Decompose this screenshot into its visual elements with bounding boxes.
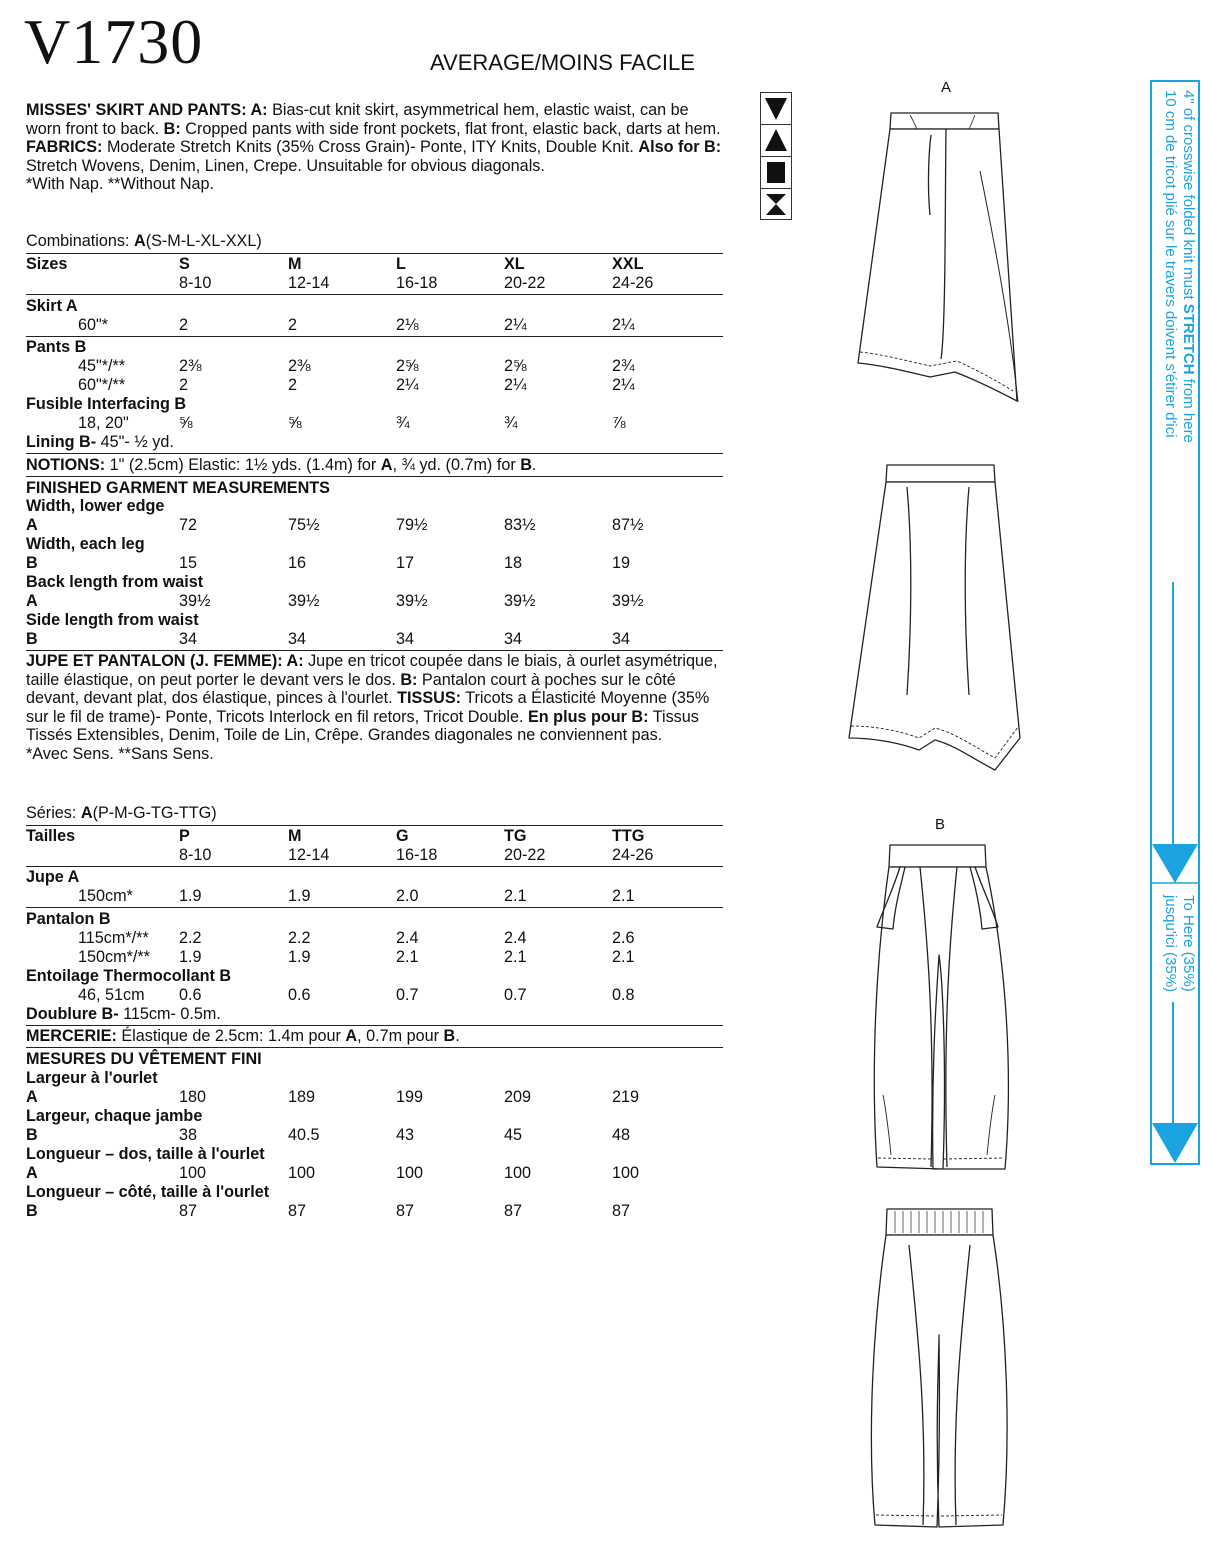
yardage-cell: 2¾	[612, 357, 635, 375]
size-range-cell: 20-22	[504, 274, 546, 292]
table-row	[26, 986, 723, 1005]
combinations-view: A	[80, 804, 93, 822]
measure-label-row	[26, 611, 723, 630]
fabric-width-label: 60"*/**	[78, 376, 126, 394]
notions-view: B	[520, 456, 532, 474]
measurements-title: MESURES DU VÊTEMENT FINI	[26, 1050, 262, 1068]
combinations-sizes: (S-M-L-XL-XXL)	[145, 232, 262, 250]
table-row	[26, 1088, 723, 1107]
lining-row	[26, 433, 723, 452]
size-range-cell: 16-18	[396, 846, 438, 864]
desc-also-for: En plus pour B:	[528, 707, 649, 726]
pattern-number: V1730	[24, 6, 204, 77]
size-range-cell: 24-26	[612, 846, 654, 864]
measure-cell: 16	[288, 554, 307, 572]
measure-label-row	[26, 1183, 723, 1202]
pants-b-heading	[26, 338, 723, 357]
pants-b-front-illustration	[874, 845, 1008, 1169]
yardage-cell: ⅞	[612, 414, 626, 432]
table-row	[26, 376, 723, 395]
desc-text: Bias-cut knit skirt, asymmetrical hem, elastic waist, can be worn front to back.	[26, 101, 689, 138]
table-row	[26, 1202, 723, 1221]
yardage-cell: 0.7	[504, 986, 527, 1004]
measure-label: Back length from waist	[26, 573, 204, 591]
notions-label: NOTIONS:	[26, 456, 106, 474]
measure-cell: 18	[504, 554, 523, 572]
square-icon	[760, 156, 792, 188]
triangle-up-icon	[760, 124, 792, 156]
yardage-cell: 0.6	[179, 986, 202, 1004]
yardage-cell: 0.8	[612, 986, 635, 1004]
layout-symbols	[760, 92, 794, 220]
skirt-a-back-illustration	[849, 465, 1020, 770]
desc-also-for: Also for B:	[638, 138, 722, 157]
yardage-cell: 2.1	[504, 887, 527, 905]
notions-row	[26, 1027, 723, 1046]
measure-cell: 87	[179, 1202, 198, 1220]
notions-row	[26, 456, 723, 475]
notions-view: B	[443, 1027, 456, 1045]
yardage-cell: 2⅜	[179, 357, 202, 375]
measure-label: Side length from waist	[26, 611, 199, 629]
yardage-cell: 2.2	[179, 929, 202, 947]
yardage-cell: 2.1	[396, 948, 419, 966]
pants-b-label: Pants B	[26, 338, 87, 356]
measure-cell: 79½	[396, 516, 428, 534]
desc-title: JUPE ET PANTALON (J. FEMME): A:	[26, 652, 304, 670]
yardage-cell: 1.9	[179, 948, 202, 966]
yardage-cell: 1.9	[288, 887, 311, 905]
divider	[26, 336, 723, 337]
stretch-instruction-fr: 10 cm de tricot plié sur le travers doivent s'étirer d'ici	[1162, 90, 1179, 438]
fabric-width-label: 115cm*/**	[78, 929, 149, 947]
measure-cell: 87	[504, 1202, 523, 1220]
divider	[26, 476, 723, 477]
measure-cell: 45	[504, 1126, 523, 1144]
divider	[26, 907, 723, 908]
yardage-cell: 2	[288, 376, 298, 394]
measure-cell: 39½	[179, 592, 211, 610]
desc-view-b: B:	[163, 119, 181, 138]
notions-text: .	[531, 456, 537, 474]
measure-cell: 219	[612, 1088, 640, 1106]
lining-value: 45"- ½ yd.	[96, 433, 174, 451]
skirt-a-heading	[26, 868, 723, 887]
fabric-width-label: 18, 20"	[78, 414, 129, 432]
interfacing-label: Entoilage Thermocollant B	[26, 967, 232, 985]
english-description	[26, 101, 726, 194]
desc-fabrics: TISSUS:	[397, 689, 462, 708]
measure-label: Width, each leg	[26, 535, 145, 553]
size-cell: M	[288, 827, 302, 845]
measurements-title: FINISHED GARMENT MEASUREMENTS	[26, 479, 330, 497]
measure-cell: 100	[288, 1164, 316, 1182]
size-cell: TG	[504, 827, 527, 845]
size-cell: TTG	[612, 827, 645, 845]
yardage-cell: ⅝	[179, 414, 193, 432]
size-range-cell: 8-10	[179, 274, 212, 292]
view-letter: A	[26, 1088, 38, 1106]
yardage-cell: 0.6	[288, 986, 311, 1004]
pants-b-back-illustration	[871, 1209, 1007, 1527]
measure-cell: 209	[504, 1088, 532, 1106]
arrow-down-icon	[1152, 1123, 1198, 1163]
stretch-text: from here	[1180, 374, 1197, 443]
yardage-cell: 2⅛	[396, 316, 419, 334]
stretch-gauge	[1150, 80, 1200, 1165]
measure-cell: 17	[396, 554, 415, 572]
interfacing-label: Fusible Interfacing B	[26, 395, 187, 413]
measure-cell: 34	[612, 630, 631, 648]
measure-cell: 34	[179, 630, 198, 648]
view-letter: A	[26, 516, 38, 534]
divider	[26, 1047, 723, 1048]
notions-text: 1" (2.5cm) Elastic: 1½ yds. (1.4m) for	[105, 456, 381, 474]
measure-label: Width, lower edge	[26, 497, 165, 515]
hourglass-icon	[760, 188, 792, 220]
yardage-cell: 2.6	[612, 929, 635, 947]
divider	[26, 1025, 723, 1026]
measure-label-row	[26, 1107, 723, 1126]
interfacing-heading	[26, 967, 723, 986]
table-row	[26, 414, 723, 433]
size-range-cell: 24-26	[612, 274, 654, 292]
combinations-label: Séries:	[26, 804, 81, 822]
view-letter: B	[26, 1126, 38, 1144]
pants-b-label: Pantalon B	[26, 910, 111, 928]
yardage-cell: 2	[179, 376, 189, 394]
combinations-row	[26, 804, 723, 823]
difficulty-level: AVERAGE/MOINS FACILE	[430, 50, 695, 75]
fabric-width-label: 150cm*	[78, 887, 133, 905]
table-row	[26, 1126, 723, 1145]
lining-value: 115cm- 0.5m.	[118, 1005, 221, 1023]
notions-text: Élastique de 2.5cm: 1.4m pour	[116, 1027, 346, 1045]
divider	[26, 453, 723, 454]
desc-text: Jupe en tricot coupée dans le biais, à ourlet asymétrique, taille élastique, on peut porter le devant vers le dos.	[26, 652, 718, 689]
sizes-label: Tailles	[26, 827, 76, 845]
measure-cell: 39½	[504, 592, 536, 610]
yardage-cell: 2.4	[504, 929, 527, 947]
measure-cell: 38	[179, 1126, 198, 1144]
size-range-cell: 8-10	[179, 846, 212, 864]
measure-cell: 34	[504, 630, 523, 648]
table-row	[26, 357, 723, 376]
yardage-cell: 2⅝	[396, 357, 419, 375]
size-cell: P	[179, 827, 190, 845]
table-row	[26, 887, 723, 906]
divider	[26, 253, 723, 254]
stretch-emphasis: STRETCH	[1180, 303, 1197, 375]
yardage-cell: ¾	[396, 414, 410, 432]
yardage-cell: 1.9	[179, 887, 202, 905]
triangle-down-icon	[760, 92, 792, 124]
fabric-width-label: 60"*	[78, 316, 109, 334]
yardage-cell: 0.7	[396, 986, 419, 1004]
measure-cell: 87	[288, 1202, 307, 1220]
size-cell: M	[288, 255, 302, 273]
measure-cell: 100	[396, 1164, 424, 1182]
nap-note: *With Nap. **Without Nap.	[26, 175, 215, 194]
measure-label-row	[26, 573, 723, 592]
skirt-a-label: Skirt A	[26, 297, 78, 315]
measure-cell: 100	[179, 1164, 207, 1182]
measure-cell: 87	[396, 1202, 415, 1220]
yardage-cell: 2.1	[612, 887, 635, 905]
combinations-label: Combinations:	[26, 232, 134, 250]
size-cell: XXL	[612, 255, 644, 273]
yardage-cell: 2¼	[612, 376, 635, 394]
measure-label-row	[26, 1145, 723, 1164]
divider	[26, 866, 723, 867]
yardage-cell: 2	[288, 316, 298, 334]
fabric-width-label: 46, 51cm	[78, 986, 145, 1004]
combinations-row	[26, 232, 723, 251]
yardage-cell: 2	[179, 316, 189, 334]
measure-cell: 39½	[612, 592, 644, 610]
yardage-cell: ⅝	[288, 414, 302, 432]
combinations-sizes: (P-M-G-TG-TTG)	[92, 804, 217, 822]
measure-cell: 48	[612, 1126, 631, 1144]
yardage-cell: 2.1	[612, 948, 635, 966]
yardage-cell: 2⅝	[504, 357, 527, 375]
view-letter: B	[26, 630, 38, 648]
pants-b-heading	[26, 910, 723, 929]
divider	[26, 294, 723, 295]
garment-illustrations	[835, 95, 1035, 1545]
fabric-width-label: 45"*/**	[78, 357, 126, 375]
sizes-label: Sizes	[26, 255, 68, 273]
sizes-row	[26, 255, 723, 274]
measure-cell: 75½	[288, 516, 320, 534]
combinations-view: A	[133, 232, 146, 250]
measure-cell: 15	[179, 554, 198, 572]
arrow-down-icon	[1152, 844, 1198, 883]
skirt-a-front-illustration	[858, 113, 1018, 402]
measure-label: Largeur à l'ourlet	[26, 1069, 158, 1087]
lining-row	[26, 1005, 723, 1024]
fabric-width-label: 150cm*/**	[78, 948, 150, 966]
measure-cell: 39½	[288, 592, 320, 610]
measure-cell: 19	[612, 554, 631, 572]
notions-text: , ¾ yd. (0.7m) for	[392, 456, 521, 474]
measure-cell: 100	[612, 1164, 640, 1182]
desc-view-b: B:	[400, 670, 418, 689]
measure-cell: 40.5	[288, 1126, 320, 1144]
size-ranges-row	[26, 846, 723, 865]
stretch-text: 4" of crosswise folded knit must	[1180, 90, 1197, 304]
notions-view: A	[345, 1027, 358, 1045]
yardage-cell: 2.2	[288, 929, 311, 947]
table-row	[26, 316, 723, 335]
size-range-cell: 12-14	[288, 846, 330, 864]
measure-cell: 83½	[504, 516, 536, 534]
desc-text: Stretch Wovens, Denim, Linen, Crepe. Unsuitable for obvious diagonals.	[26, 156, 545, 175]
measure-cell: 34	[396, 630, 415, 648]
divider	[26, 825, 723, 826]
yardage-cell: 2.4	[396, 929, 419, 947]
yardage-cell: 2.1	[504, 948, 527, 966]
measure-label: Longueur – côté, taille à l'ourlet	[26, 1183, 270, 1201]
measure-cell: 34	[288, 630, 307, 648]
measure-label: Longueur – dos, taille à l'ourlet	[26, 1145, 265, 1163]
notions-text: .	[455, 1027, 460, 1045]
table-row	[26, 948, 723, 967]
table-row	[26, 1164, 723, 1183]
skirt-a-label: Jupe A	[26, 868, 80, 886]
measure-cell: 100	[504, 1164, 532, 1182]
table-row	[26, 516, 723, 535]
size-ranges-row	[26, 274, 723, 293]
measure-label-row	[26, 1069, 723, 1088]
size-range-cell: 20-22	[504, 846, 546, 864]
yardage-cell: 2¼	[504, 316, 527, 334]
view-letter: A	[26, 592, 38, 610]
yardage-cell: 1.9	[288, 948, 311, 966]
view-letter: B	[26, 554, 38, 572]
notions-label: MERCERIE:	[26, 1027, 117, 1045]
measure-cell: 72	[179, 516, 198, 534]
lining-label: Lining B-	[26, 433, 97, 451]
measure-cell: 189	[288, 1088, 316, 1106]
size-cell: L	[396, 255, 406, 273]
measure-label: Largeur, chaque jambe	[26, 1107, 203, 1125]
divider	[26, 650, 723, 651]
measurements-heading	[26, 1050, 723, 1069]
size-cell: XL	[504, 255, 525, 273]
view-letter: B	[26, 1202, 38, 1220]
view-a-label: A	[941, 79, 952, 96]
table-row	[26, 630, 723, 649]
desc-text: Moderate Stretch Knits (35% Cross Grain)- Ponte, ITY Knits, Double Knit.	[102, 138, 639, 157]
yardage-cell: 2¼	[396, 376, 419, 394]
notions-text: , 0.7m pour	[357, 1027, 444, 1045]
desc-text: Cropped pants with side front pockets, flat front, elastic back, darts at hem.	[180, 119, 721, 138]
french-description	[26, 652, 726, 764]
yardage-cell: 2¼	[612, 316, 635, 334]
measure-cell: 87	[612, 1202, 631, 1220]
yardage-cell: 2⅜	[288, 357, 311, 375]
table-row	[26, 929, 723, 948]
desc-title: MISSES' SKIRT AND PANTS: A:	[26, 101, 268, 119]
size-cell: G	[396, 827, 409, 845]
yardage-cell: 2¼	[504, 376, 527, 394]
interfacing-heading	[26, 395, 723, 414]
measure-cell: 180	[179, 1088, 207, 1106]
lining-label: Doublure B-	[26, 1005, 119, 1023]
yardage-cell: 2.0	[396, 887, 419, 905]
measure-cell: 87½	[612, 516, 644, 534]
view-letter: A	[26, 1164, 38, 1182]
table-row	[26, 554, 723, 573]
nap-note: *Avec Sens. **Sans Sens.	[26, 744, 214, 763]
measure-cell: 43	[396, 1126, 415, 1144]
measurements-heading	[26, 479, 723, 498]
desc-fabrics: FABRICS:	[26, 138, 103, 157]
stretch-arrows	[1152, 82, 1198, 1163]
to-here-label-en: To Here (35%)	[1180, 895, 1197, 992]
measure-cell: 39½	[396, 592, 428, 610]
notions-view: A	[380, 456, 393, 474]
desc-text: Pantalon court à poches sur le côté devant, devant plat, dos élastique, pinces à l'ourlet.	[26, 670, 676, 708]
size-range-cell: 16-18	[396, 274, 438, 292]
yardage-cell: ¾	[504, 414, 518, 432]
to-here-label-fr: jusqu'ici (35%)	[1162, 895, 1179, 993]
size-range-cell: 12-14	[288, 274, 330, 292]
measure-cell: 199	[396, 1088, 424, 1106]
view-b-label: B	[935, 816, 946, 833]
size-cell: S	[179, 255, 190, 273]
desc-text: Tissus Tissés Extensibles, Denim, Toile de Lin, Crêpe. Grandes diagonales ne conviennent pas.	[26, 707, 699, 745]
desc-text: Tricots a Élasticité Moyenne (35% sur le fil de trame)- Ponte, Tricots Interlock en fil retors, Tricot Double.	[26, 689, 710, 726]
sizes-row	[26, 827, 723, 846]
measure-label-row	[26, 535, 723, 554]
measure-label-row	[26, 497, 723, 516]
table-row	[26, 592, 723, 611]
skirt-a-heading	[26, 297, 723, 316]
